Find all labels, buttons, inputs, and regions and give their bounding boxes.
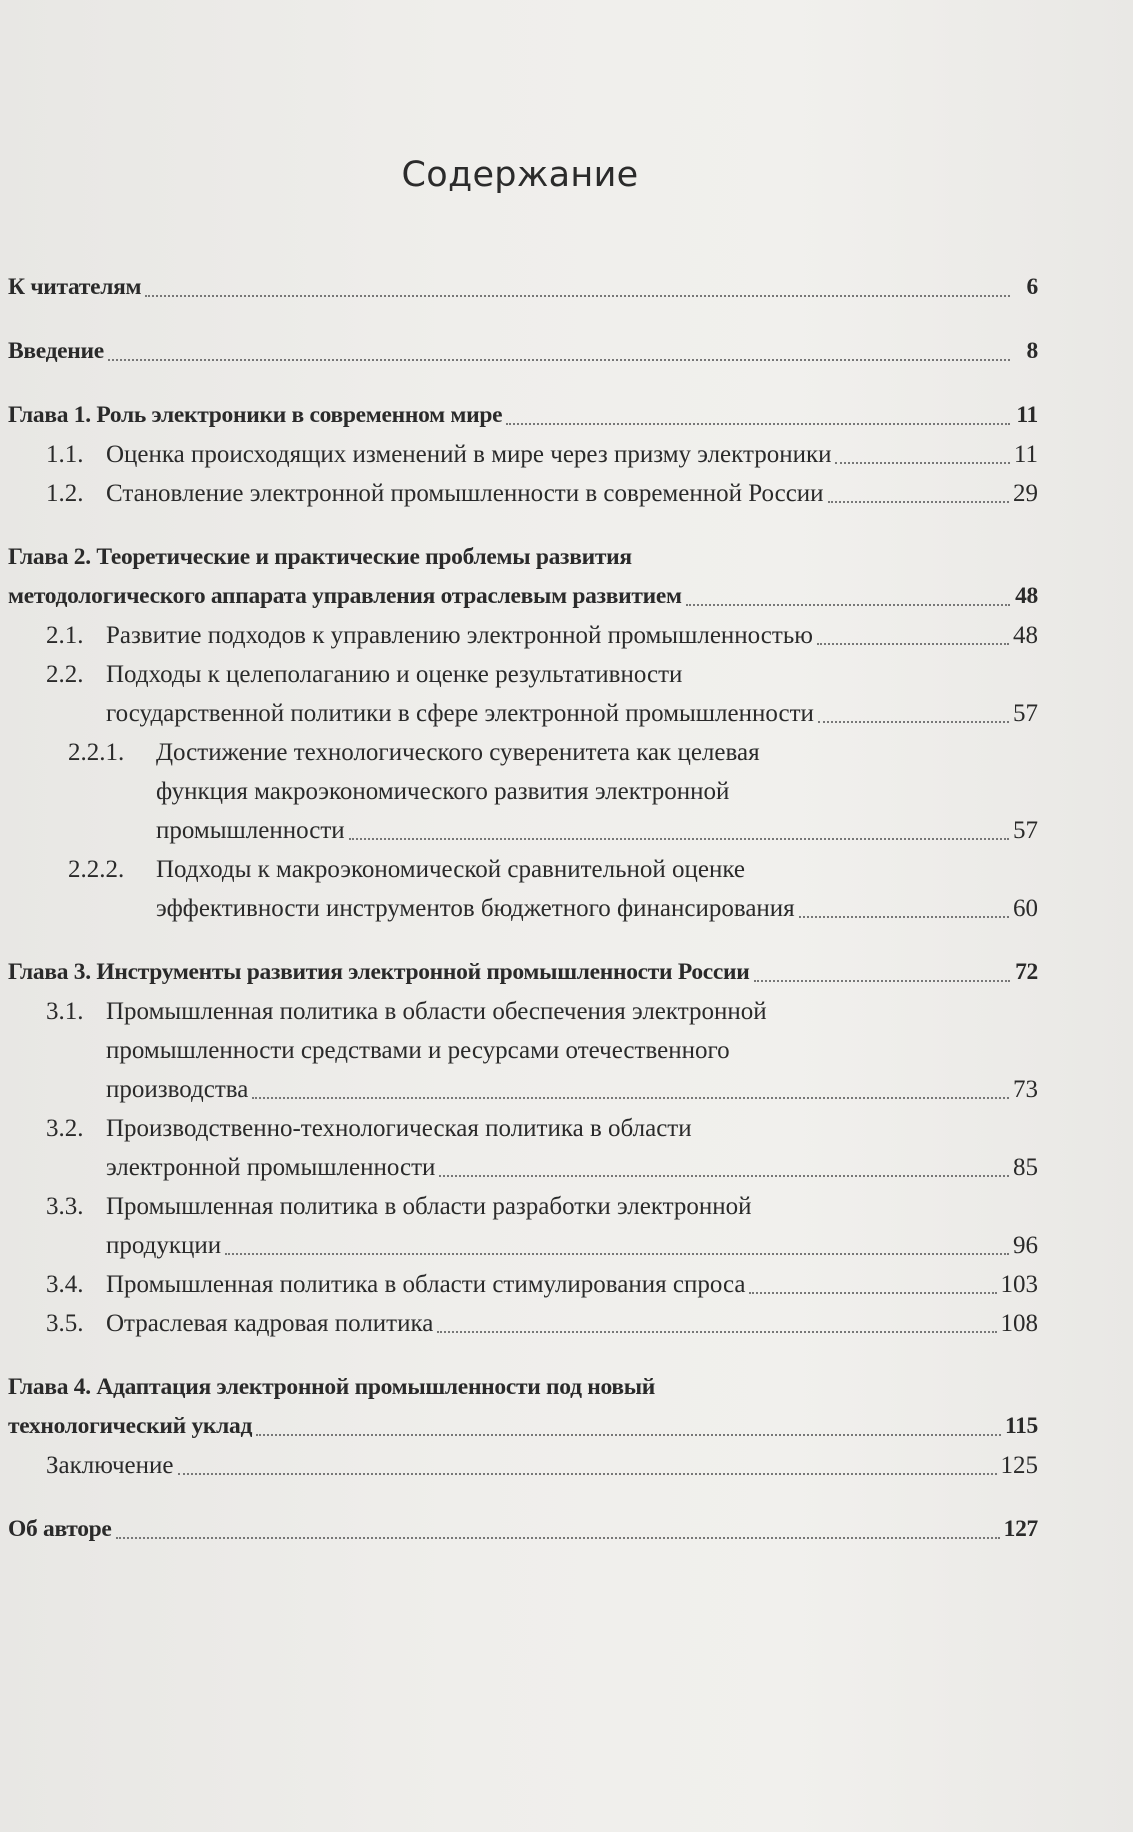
section-number: 1.2. — [46, 480, 84, 507]
toc-entry-chapter-4[interactable] — [8, 1368, 1038, 1446]
toc-entry-text: Заключение — [46, 1452, 174, 1479]
toc-entry-section-2-1[interactable] — [8, 616, 1038, 655]
toc-entry-text-line: эффективности инструментов бюджетного финансирования — [156, 895, 795, 922]
toc-entry-conclusion[interactable] — [8, 1446, 1038, 1485]
toc-page-number: 11 — [1016, 402, 1038, 428]
toc-entry-section-1-2[interactable] — [8, 474, 1038, 513]
section-number: 3.2. — [46, 1115, 84, 1142]
toc-entry-middle-line — [8, 1031, 1038, 1070]
dot-leader — [754, 980, 1010, 982]
dot-leader — [506, 423, 1010, 425]
toc-entry-text: Об авторе — [8, 1516, 112, 1542]
dot-leader — [108, 359, 1010, 361]
toc-entry-text: Глава 1. Роль электроники в современном мире — [8, 402, 503, 428]
section-number: 1.1. — [46, 441, 84, 468]
toc-page-number: 60 — [1013, 895, 1038, 922]
section-number: 3.3. — [46, 1193, 84, 1220]
toc-entry-readers[interactable] — [8, 268, 1038, 307]
toc-entry-first-line — [8, 992, 1038, 1031]
dot-leader — [817, 643, 1009, 645]
dot-leader — [256, 1434, 1001, 1436]
toc-entry-last-line — [8, 1070, 1038, 1109]
toc-entry-first-line — [8, 733, 1038, 772]
dot-leader — [116, 1537, 1000, 1539]
dot-leader — [437, 1331, 996, 1333]
toc-entry-text-line: Промышленная политика в области обеспечения электронной — [106, 998, 767, 1025]
toc-entry-text: К читателям — [8, 274, 142, 300]
toc-page-number: 125 — [1000, 1452, 1038, 1479]
toc-entry-text-line: методологического аппарата управления отраслевым развитием — [8, 583, 682, 609]
table-of-contents — [8, 268, 1038, 1549]
toc-entry-section-3-1[interactable] — [8, 992, 1038, 1109]
toc-page-number: 72 — [1015, 959, 1038, 985]
toc-entry-middle-line — [8, 772, 1038, 811]
toc-entry-section-3-5[interactable] — [8, 1304, 1038, 1343]
dot-leader — [686, 604, 1010, 606]
section-number: 2.2.1. — [68, 739, 125, 766]
toc-entry-text-line: технологический уклад — [8, 1413, 253, 1439]
toc-entry-last-line — [8, 694, 1038, 733]
toc-entry-section-2-2-1[interactable] — [8, 733, 1038, 850]
toc-page-number: 115 — [1004, 1413, 1038, 1439]
toc-page-number: 73 — [1013, 1076, 1038, 1103]
toc-page-number: 57 — [1013, 817, 1038, 844]
toc-entry-first-line — [8, 1109, 1038, 1148]
toc-entry-intro[interactable] — [8, 332, 1038, 371]
toc-page-number: 108 — [1000, 1310, 1038, 1337]
toc-entry-text-line: электронной промышленности — [106, 1154, 436, 1181]
section-number: 2.2. — [46, 661, 84, 688]
toc-entry-text: Глава 3. Инструменты развития электронной промышленности России — [8, 959, 750, 985]
toc-entry-chapter-3[interactable] — [8, 953, 1038, 992]
toc-entry-section-3-3[interactable] — [8, 1187, 1038, 1265]
toc-entry-text-line: Достижение технологического суверенитета как целевая — [156, 739, 760, 766]
toc-entry-text-line: промышленности средствами и ресурсами отечественного — [106, 1037, 730, 1064]
toc-page-number: 85 — [1013, 1154, 1038, 1181]
toc-entry-text-line: производства — [106, 1076, 249, 1103]
toc-entry-author[interactable] — [8, 1510, 1038, 1549]
toc-entry-last-line — [8, 1226, 1038, 1265]
toc-page-number: 57 — [1013, 700, 1038, 727]
dot-leader — [252, 1097, 1009, 1099]
toc-entry-first-line — [8, 655, 1038, 694]
toc-entry-text-line: продукции — [106, 1232, 222, 1259]
toc-entry-text: Промышленная политика в области стимулирования спроса — [106, 1271, 746, 1298]
toc-entry-last-line — [8, 811, 1038, 850]
toc-entry-section-2-2[interactable] — [8, 655, 1038, 733]
section-number: 2.1. — [46, 622, 84, 649]
section-number: 3.5. — [46, 1310, 84, 1337]
toc-page-number: 96 — [1013, 1232, 1038, 1259]
toc-entry-section-2-2-2[interactable] — [8, 850, 1038, 928]
toc-page-number: 11 — [1013, 441, 1038, 468]
toc-page-number: 8 — [1026, 338, 1038, 364]
dot-leader — [749, 1292, 996, 1294]
toc-entry-text-line: Глава 4. Адаптация электронной промышленности под новый — [8, 1374, 656, 1400]
toc-entry-last-line — [8, 1407, 1038, 1446]
toc-entry-last-line — [8, 577, 1038, 616]
toc-entry-text-line: Производственно-технологическая политика в области — [106, 1115, 692, 1142]
toc-entry-text: Оценка происходящих изменений в мире через призму электроники — [106, 441, 832, 468]
toc-entry-last-line — [8, 889, 1038, 928]
toc-page-number: 48 — [1015, 583, 1038, 609]
toc-entry-text-line: промышленности — [156, 817, 345, 844]
toc-page-number: 29 — [1013, 480, 1038, 507]
dot-leader — [828, 501, 1009, 503]
dot-leader — [439, 1175, 1009, 1177]
dot-leader — [225, 1253, 1009, 1255]
toc-entry-text: Развитие подходов к управлению электронной промышленностью — [106, 622, 813, 649]
toc-entry-section-1-1[interactable] — [8, 435, 1038, 474]
dot-leader — [835, 462, 1009, 464]
dot-leader — [818, 721, 1009, 723]
dot-leader — [799, 916, 1009, 918]
toc-entry-text-line: Промышленная политика в области разработки электронной — [106, 1193, 752, 1220]
toc-entry-text: Становление электронной промышленности в современной России — [106, 480, 824, 507]
section-number: 3.4. — [46, 1271, 84, 1298]
dot-leader — [349, 838, 1009, 840]
toc-entry-first-line — [8, 850, 1038, 889]
toc-entry-text-line: Подходы к целеполаганию и оценке результативности — [106, 661, 683, 688]
toc-entry-text-line: Подходы к макроэкономической сравнительной оценке — [156, 856, 745, 883]
toc-page-number: 103 — [1000, 1271, 1038, 1298]
toc-entry-chapter-1[interactable] — [8, 396, 1038, 435]
section-number: 2.2.2. — [68, 856, 125, 883]
toc-entry-last-line — [8, 1148, 1038, 1187]
toc-page-number: 6 — [1026, 274, 1038, 300]
toc-entry-text-line: Глава 2. Теоретические и практические проблемы развития — [8, 544, 632, 570]
toc-entry-text-line: функция макроэкономического развития электронной — [156, 778, 730, 805]
toc-entry-text: Отраслевая кадровая политика — [106, 1310, 434, 1337]
toc-entry-section-3-4[interactable] — [8, 1265, 1038, 1304]
toc-entry-chapter-2[interactable] — [8, 538, 1038, 616]
dot-leader — [178, 1473, 997, 1475]
page-title: Содержание — [401, 155, 639, 195]
dot-leader — [145, 295, 1010, 297]
toc-entry-first-line — [8, 1187, 1038, 1226]
toc-entry-text: Введение — [8, 338, 104, 364]
toc-page-number: 48 — [1013, 622, 1038, 649]
section-number: 3.1. — [46, 998, 84, 1025]
toc-entry-section-3-2[interactable] — [8, 1109, 1038, 1187]
toc-entry-text-line: государственной политики в сфере электронной промышленности — [106, 700, 814, 727]
toc-page-number: 127 — [1003, 1516, 1038, 1542]
